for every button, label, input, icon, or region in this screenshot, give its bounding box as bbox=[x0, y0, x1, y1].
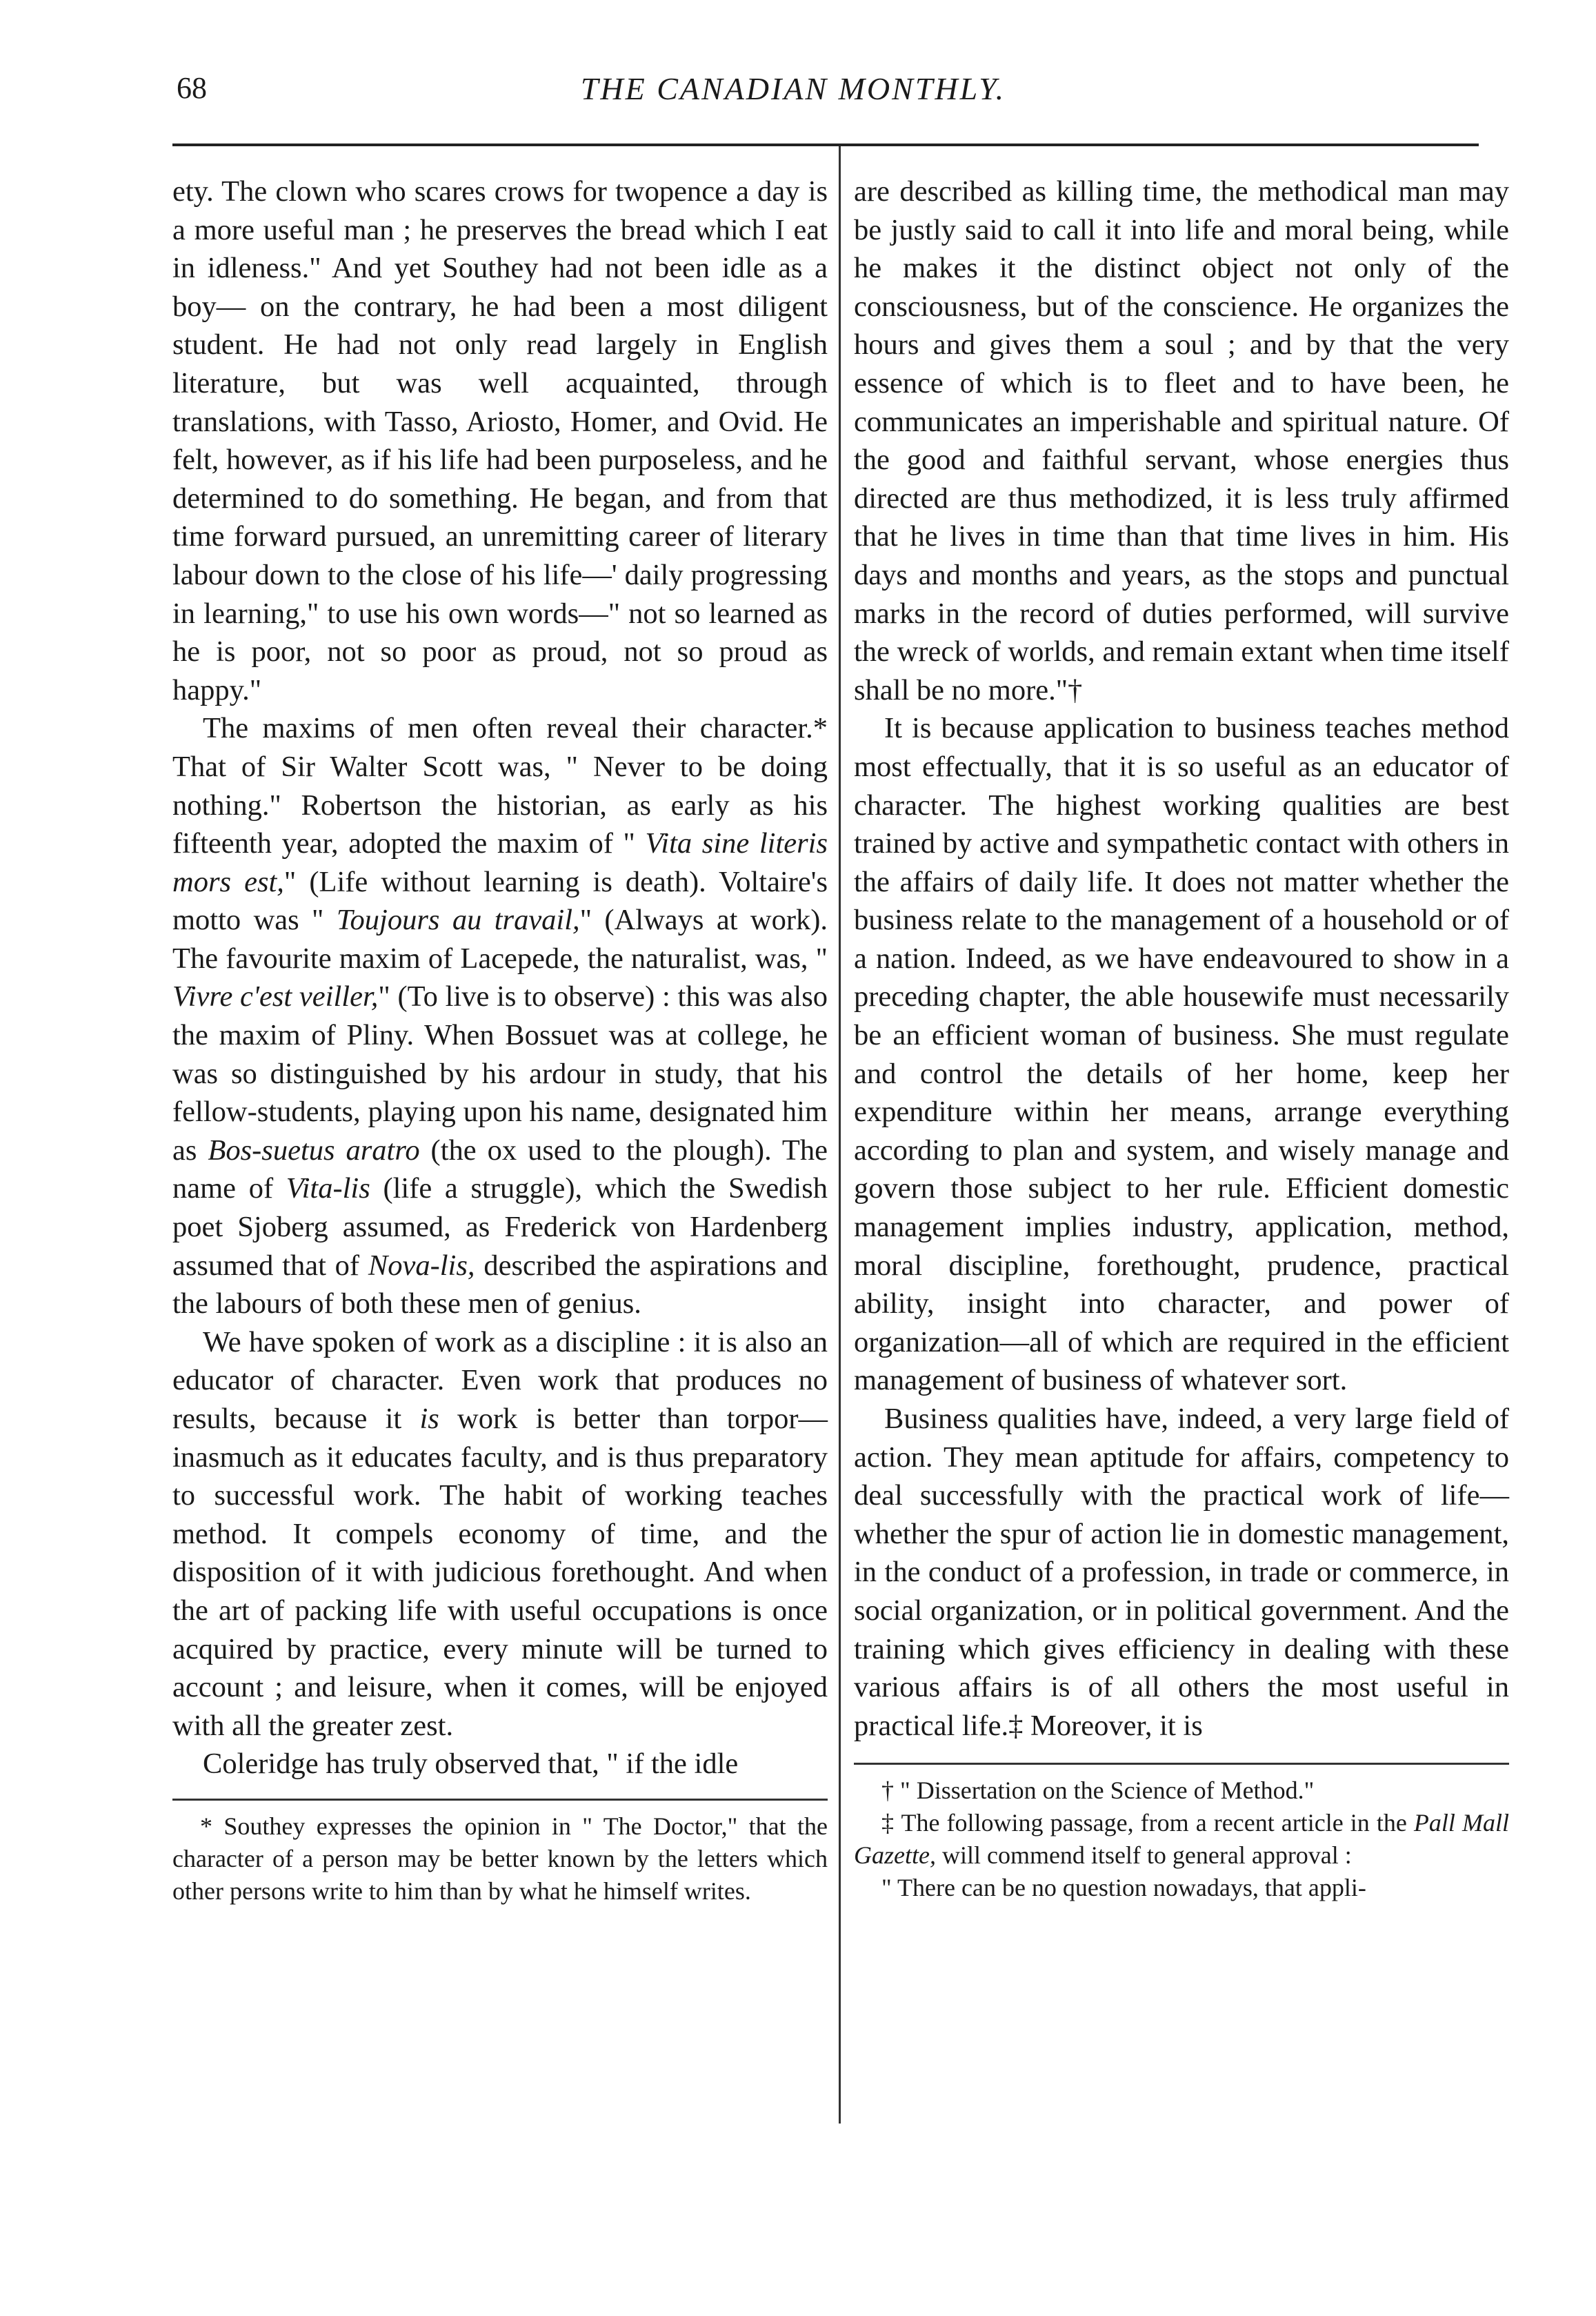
header-rule bbox=[172, 143, 1479, 146]
footnote: † " Dissertation on the Science of Method." bbox=[881, 1776, 1315, 1805]
paragraph: are described as killing time, the methodical man may be justly said to call it into life and moral being, while he makes it the distinct object not only of the consciousness, but of the conscience. He organizes the hours and gives them a soul ; and by that the very essence of which is to fleet and to have been, he communicates an imperishable and spiritual nature. Of the good and faithful servant, whose energies thus directed are thus methodized, it is less truly affirmed that he lives in time than that time lives in him. His days and months and years, as the stops and punctual marks in the record of duties performed, will survive the wreck of worlds, and remain extant when time itself shall be no more."† bbox=[854, 175, 1509, 706]
footnote: ‡ The following passage, from a recent article in the Pall Mall Gazette, will commend itself to general approval : bbox=[854, 1809, 1509, 1870]
french-motto: Toujours au travail, bbox=[336, 904, 580, 937]
pen-name-vitalis: Vita-lis bbox=[286, 1172, 370, 1205]
page-header bbox=[0, 0, 1596, 131]
footnote-rule bbox=[172, 1799, 828, 1801]
latin-maxim: Vita sine literis mors est, bbox=[172, 827, 828, 898]
paragraph: It is because application to business teaches method most effectually, that it is so useful as an educator of character. The highest working qualities are best trained by active and sympathetic contact with others in the affairs of daily life. It does not matter whether the business relate to the management of a household or of a nation. Indeed, as we have endeavoured to show in a preceding chapter, the able housewife must necessarily be an efficient woman of business. She must regulate and control the details of her home, keep her expenditure within her means, arrange everything according to plan and system, and wisely manage and govern those subject to her rule. Efficient domestic management implies industry, application, method, moral discipline, forethought, prudence, practical ability, insight into character, and power of organization—all of which are required in the efficient management of business of whatever sort. bbox=[854, 712, 1509, 1397]
paragraph: Business qualities have, indeed, a very large field of action. They mean aptitude for affairs, competency to deal successfully with the practical work of life—whether the spur of action lie in domestic management, in the conduct of a profession, in trade or commerce, in social organization, or in political government. And the training which gives efficiency in dealing with these various affairs is of all others the most useful in practical life.‡ Moreover, it is bbox=[854, 1403, 1509, 1742]
column-divider bbox=[839, 146, 841, 2124]
french-maxim: Vivre c'est veiller, bbox=[172, 980, 379, 1013]
paragraph: The maxims of men often reveal their character.* That of Sir Walter Scott was, " Never to be doing nothing." Robertson the historian, as early as his fifteenth year, adopted the maxim of " Vita sine literis mors est," (Life without learning is death). Voltaire's motto was " Toujours au travail," (Always at work). The favourite maxim of Lacepede, the naturalist, was, " Vivre c'est veiller," (To live is to observe) : this was also the maxim of Pliny. When Bossuet was at college, he was so distinguished by his ardour in study, that his fellow-students, playing upon his name, designated him as Bos-suetus aratro (the ox used to the plough). The name of Vita-lis (life a struggle), which the Swedish poet Sjoberg assumed, as Frederick von Hardenberg assumed that of Nova-lis, described the aspirations and the labours of both these men of genius. bbox=[172, 712, 828, 1320]
running-title: THE CANADIAN MONTHLY. bbox=[580, 71, 1006, 106]
paragraph: We have spoken of work as a discipline : it is also an educator of character. Even work that produces no results, because it is work is better than torpor—inasmuch as it educates faculty, and is thus preparatory to successful work. The habit of working teaches method. It compels economy of time, and the disposition of it with judicious forethought. And when the art of packing life with useful occupations is once acquired by practice, every minute will be turned to account ; and leisure, when it comes, will be enjoyed with all the greater zest. bbox=[172, 1325, 828, 1742]
footnote: " There can be no question nowadays, that appli- bbox=[881, 1874, 1366, 1902]
emphasis: is bbox=[419, 1403, 439, 1435]
page-number: 68 bbox=[177, 71, 207, 105]
latin-nickname: Bos-suetus aratro bbox=[208, 1134, 420, 1167]
pen-name-novalis: Nova-lis, bbox=[368, 1249, 475, 1282]
publication-title: Pall Mall Gazette, bbox=[854, 1809, 1509, 1870]
paragraph: ety. The clown who scares crows for twopence a day is a more useful man ; he preserves the bread which I eat in idleness." And yet Southey had not been idle as a boy— on the contrary, he had been a most diligent student. He had not only read largely in English literature, but was well acquainted, through translations, with Tasso, Ariosto, Homer, and Ovid. He felt, however, as if his life had been purposeless, and he determined to do something. He began, and from that time forward pursued, an unremitting career of literary labour down to the close of his life—' daily progressing in learning," to use his own words—" not so learned as he is poor, not so poor as proud, not so proud as happy." bbox=[172, 175, 828, 706]
footnote: * Southey expresses the opinion in " The Doctor," that the character of a person may be better known by the letters which other persons write to him than by what he himself writes. bbox=[172, 1812, 828, 1905]
footnote-rule bbox=[854, 1763, 1509, 1765]
left-column bbox=[172, 172, 828, 1908]
paragraph: Coleridge has truly observed that, " if the idle bbox=[203, 1748, 739, 1781]
right-column bbox=[854, 172, 1509, 1904]
